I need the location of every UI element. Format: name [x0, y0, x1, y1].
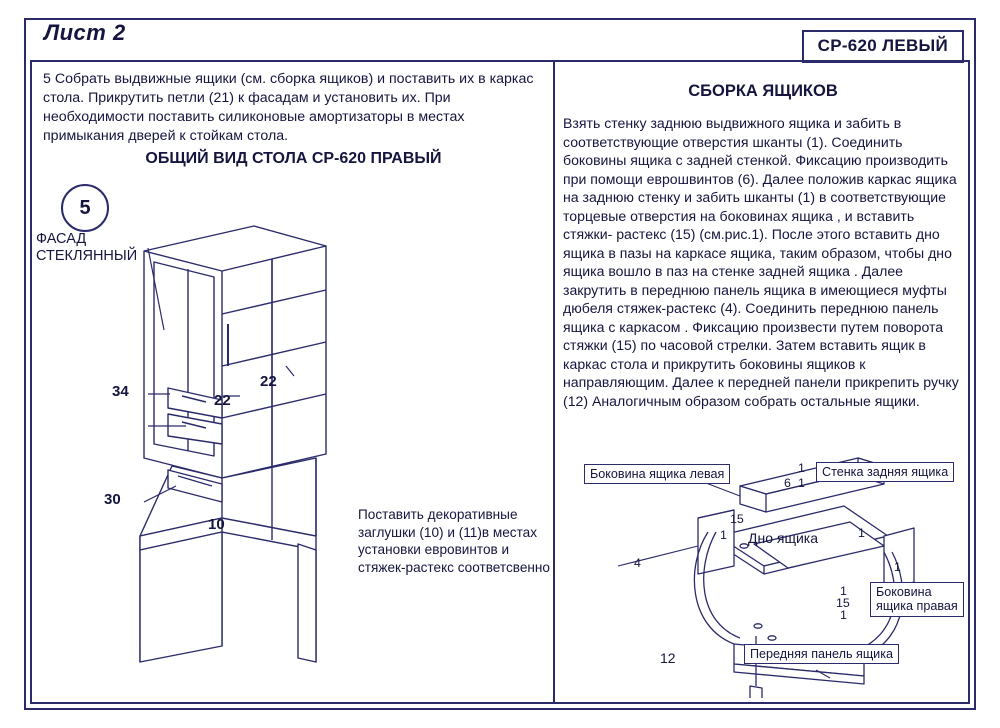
callout-34: 34	[112, 383, 129, 400]
label-side-right-line2: ящика правая	[876, 599, 958, 614]
decorative-caps-note: Поставить декоративные заглушки (10) и (11)в местах установки евровинтов и стяжек-растекс соответсвенно	[358, 507, 550, 576]
callout-10: 10	[208, 516, 225, 533]
facade-label-line1: ФАСАД	[36, 231, 87, 247]
num-15-b: 15	[836, 596, 850, 610]
drawer-assembly-heading: СБОРКА ЯЩИКОВ	[688, 82, 838, 100]
num-1-f: 1	[840, 584, 847, 598]
num-15-a: 15	[730, 512, 744, 526]
num-1-b: 1	[798, 476, 805, 490]
left-column	[36, 66, 551, 698]
num-6: 6	[784, 476, 791, 490]
right-column	[558, 66, 968, 698]
num-1-e: 1	[894, 560, 901, 574]
num-1-g: 1	[840, 608, 847, 622]
column-divider	[553, 60, 555, 704]
num-1-a: 1	[798, 461, 805, 475]
step-number-circle: 5	[61, 184, 109, 232]
callout-30: 30	[104, 491, 121, 508]
facade-label-line2: СТЕКЛЯННЫЙ	[36, 247, 138, 264]
callout-22-left: 22	[214, 392, 231, 409]
drawer-assembly-text: Взять стенку заднюю выдвижного ящика и забить в соответствующие отверстия шканты (1). Соединить боковины ящика с задней стенкой. Фиксацию производить при помощи еврошвинтов (6). Далее положив каркас ящика на заднюю стенку и забить шканты (1) в соответствующие торцевые отверстия на боковинах ящика , и вставить стяжки- растекс (15) (см.рис.1). После этого вставить дно ящика в пазы на каркасе ящика, таким образом, чтобы дно ящика вошло в паз на стенке задней ящика . Далее закрутить в переднюю панель ящика в имеющиеся муфты дюбеля стяжек-растекс (4). Соединить переднюю панель ящика с каркасом . Фиксацию произвести путем поворота стяжки (15) по часовой стрелки. Затем вставить ящик в каркас стола и прикрутить боковины ящиков к направляющим. Далее к передней панели прикрепить ручку (12) Аналогичным образом собрать остальные ящики.	[563, 115, 959, 409]
label-back-wall: Стенка задняя ящика	[816, 462, 954, 482]
num-1-d: 1	[858, 526, 865, 540]
step5-instruction: 5 Собрать выдвижные ящики (см. сборка ящиков) и поставить их в каркас стола. Прикрутить петли (21) к фасадам и установить их. При необходимости поставить силиконовые амортизаторы в местах примыкания дверей к стойкам стола.	[43, 71, 534, 144]
label-side-right	[870, 582, 964, 617]
num-4: 4	[634, 556, 641, 570]
label-front-panel: Передняя панель ящика	[744, 644, 899, 664]
num-1-c: 1	[720, 528, 727, 542]
model-code-badge: СР-620 ЛЕВЫЙ	[802, 30, 964, 63]
left-diagram-heading: ОБЩИЙ ВИД СТОЛА СР-620 ПРАВЫЙ	[145, 150, 442, 167]
page-title: Лист 2	[44, 20, 126, 45]
label-bottom: Дно ящика	[748, 530, 819, 546]
label-side-left: Боковина ящика левая	[584, 464, 730, 484]
callout-22-right: 22	[260, 373, 277, 390]
label-side-right-line1: Боковина	[876, 585, 932, 599]
num-12: 12	[660, 650, 676, 666]
desk-assembly-drawing	[36, 66, 551, 698]
